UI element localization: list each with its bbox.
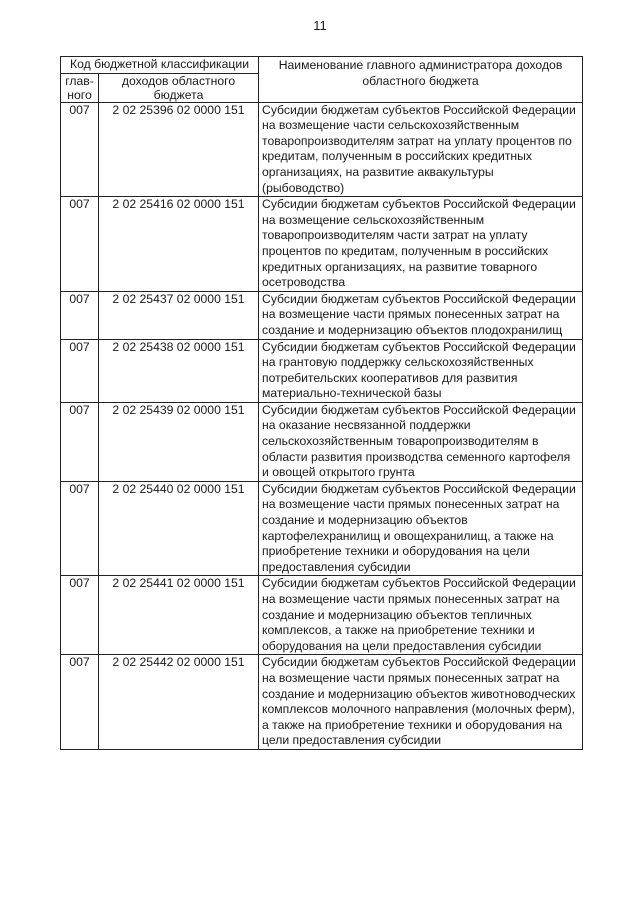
header-revenue-code: доходов областного бюджета xyxy=(99,73,259,102)
header-row-group xyxy=(61,57,583,74)
cell-administrator-code: 007 xyxy=(61,481,99,576)
cell-administrator-code: 007 xyxy=(61,576,99,655)
table-row xyxy=(61,655,583,750)
cell-revenue-code: 2 02 25441 02 0000 151 xyxy=(99,576,259,655)
cell-administrator-code: 007 xyxy=(61,655,99,750)
cell-revenue-code: 2 02 25396 02 0000 151 xyxy=(99,102,259,197)
table-row xyxy=(61,102,583,197)
budget-classification-table xyxy=(60,56,583,750)
cell-revenue-code: 2 02 25439 02 0000 151 xyxy=(99,402,259,481)
cell-revenue-name: Субсидии бюджетам субъектов Российской Федерации на возмещение части сельскохозяйственным товаропроизводителям затрат на уплату процентов по кредитам, полученным в российских кредитных организациях, на развитие аквакультуры (рыбоводство) xyxy=(259,102,583,197)
table-row xyxy=(61,339,583,402)
cell-revenue-code: 2 02 25416 02 0000 151 xyxy=(99,197,259,292)
cell-administrator-code: 007 xyxy=(61,197,99,292)
cell-administrator-code: 007 xyxy=(61,402,99,481)
cell-revenue-name: Субсидии бюджетам субъектов Российской Федерации на возмещение части прямых понесенных затрат на создание и модернизацию объектов плодохранилищ xyxy=(259,291,583,339)
cell-revenue-code: 2 02 25438 02 0000 151 xyxy=(99,339,259,402)
header-administrator-name: Наименование главного администратора доходов областного бюджета xyxy=(259,57,583,103)
cell-revenue-code: 2 02 25442 02 0000 151 xyxy=(99,655,259,750)
table-row xyxy=(61,197,583,292)
table-row xyxy=(61,576,583,655)
cell-revenue-name: Субсидии бюджетам субъектов Российской Федерации на возмещение части прямых понесенных затрат на создание и модернизацию объектов животноводческих комплексов молочного направления (молочных ферм), а также на приобретение техники и оборудования на цели предоставления субсидии xyxy=(259,655,583,750)
table-row xyxy=(61,402,583,481)
table-row xyxy=(61,291,583,339)
table-row xyxy=(61,481,583,576)
cell-revenue-name: Субсидии бюджетам субъектов Российской Федерации на возмещение части прямых понесенных затрат на создание и модернизацию объектов картофелехранилищ и овощехранилищ, а также на приобретение техники и оборудования на цели предоставления субсидии xyxy=(259,481,583,576)
page-number: 11 xyxy=(313,18,327,33)
cell-revenue-name: Субсидии бюджетам субъектов Российской Федерации на грантовую поддержку сельскохозяйственных потребительских кооперативов для развития материально-технической базы xyxy=(259,339,583,402)
cell-revenue-code: 2 02 25440 02 0000 151 xyxy=(99,481,259,576)
cell-revenue-code: 2 02 25437 02 0000 151 xyxy=(99,291,259,339)
cell-revenue-name: Субсидии бюджетам субъектов Российской Федерации на возмещение сельскохозяйственным товаропроизводителям части затрат на уплату процентов по кредитам, полученным в российских кредитных организациях, на развитие товарного осетроводства xyxy=(259,197,583,292)
cell-revenue-name: Субсидии бюджетам субъектов Российской Федерации на оказание несвязанной поддержки сельскохозяйственным товаропроизводителям в области развития производства семенного картофеля и овощей открытого грунта xyxy=(259,402,583,481)
table-body xyxy=(61,102,583,749)
cell-administrator-code: 007 xyxy=(61,339,99,402)
table-header xyxy=(61,57,583,103)
cell-administrator-code: 007 xyxy=(61,291,99,339)
header-main-administrator: глав-ного xyxy=(61,73,99,102)
header-budget-classification-code: Код бюджетной классификации xyxy=(61,57,259,74)
cell-administrator-code: 007 xyxy=(61,102,99,197)
cell-revenue-name: Субсидии бюджетам субъектов Российской Федерации на возмещение части прямых понесенных затрат на создание и модернизацию объектов тепличных комплексов, а также на приобретение техники и оборудования на цели предоставления субсидии xyxy=(259,576,583,655)
